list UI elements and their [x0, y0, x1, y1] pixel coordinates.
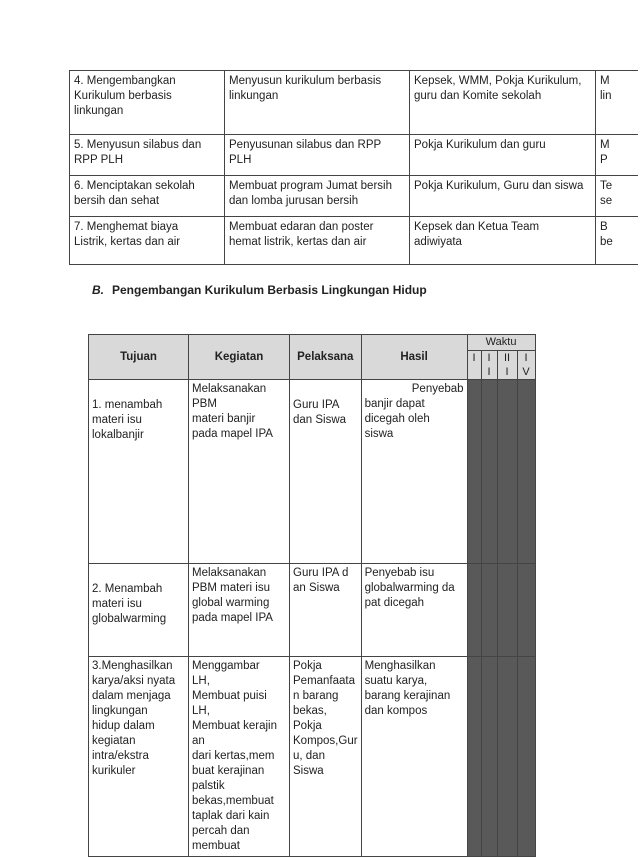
header-tujuan: Tujuan — [89, 335, 189, 380]
table-cell: Pokja Kurikulum dan guru — [410, 135, 596, 176]
cell-tujuan: 2. Menambah materi isu globalwarming — [89, 564, 189, 657]
header-kegiatan: Kegiatan — [189, 335, 290, 380]
section-letter: B. — [92, 283, 104, 297]
table-row — [70, 217, 638, 265]
cell-tujuan: 3.Menghasilkan karya/aksi nyata dalam menjaga lingkungan hidup dalam kegiatan intra/ekstra kurikuler — [89, 657, 189, 857]
header-hasil: Hasil — [361, 335, 467, 380]
header-pelaksana: Pelaksana — [290, 335, 362, 380]
table-cell: M P — [596, 135, 638, 176]
waktu-cell — [517, 564, 535, 657]
table-cell: Kepsek dan Ketua Team adiwiyata — [410, 217, 596, 265]
table-row — [70, 176, 638, 217]
waktu-cell — [497, 380, 517, 564]
header-waktu: Waktu — [467, 335, 535, 351]
waktu-col-4: I V — [517, 351, 535, 380]
hasil-rest: banjir dapat dicegah oleh siswa — [365, 397, 464, 442]
table-cell: Te se — [596, 176, 638, 217]
waktu-cell — [467, 564, 481, 657]
table-cell: 4. Mengembangkan Kurikulum berbasis linkungan — [70, 71, 225, 135]
waktu-cell — [497, 564, 517, 657]
table-cell: Membuat edaran dan poster hemat listrik, kertas dan air — [225, 217, 410, 265]
table-cell: 5. Menyusun silabus dan RPP PLH — [70, 135, 225, 176]
waktu-cell — [517, 657, 535, 857]
hasil-first-line: Penyebab — [365, 382, 464, 397]
cell-hasil: Menghasilkan suatu karya, barang kerajinan dan kompos — [361, 657, 467, 857]
table-cell: Pokja Kurikulum, Guru dan siswa — [410, 176, 596, 217]
bottom-table-container — [88, 334, 536, 857]
waktu-col-3: II I — [497, 351, 517, 380]
table-row — [89, 564, 536, 657]
table-cell: Membuat program Jumat bersih dan lomba jurusan bersih — [225, 176, 410, 217]
waktu-cell — [467, 657, 481, 857]
cell-tujuan: 1. menambah materi isu lokalbanjir — [89, 380, 189, 564]
cell-pelaksana: Guru IPA d an Siswa — [290, 564, 362, 657]
cell-pelaksana: Pokja Pemanfaata n barang bekas, Pokja Kompos,Gur u, dan Siswa — [290, 657, 362, 857]
table-cell: B be — [596, 217, 638, 265]
waktu-cell — [497, 657, 517, 857]
table-row — [70, 135, 638, 176]
table-row — [89, 380, 536, 564]
header-row — [89, 335, 536, 351]
waktu-col-2: I I — [481, 351, 497, 380]
section-heading — [92, 283, 427, 297]
curriculum-table — [88, 334, 536, 857]
table-row — [89, 657, 536, 857]
waktu-cell — [467, 380, 481, 564]
top-table-container — [69, 70, 638, 270]
waktu-cell — [517, 380, 535, 564]
table-cell: Penyusunan silabus dan RPP PLH — [225, 135, 410, 176]
waktu-cell — [481, 564, 497, 657]
cell-kegiatan: Melaksanakan PBM materi banjir pada mapel IPA — [189, 380, 290, 564]
table-cell: 6. Menciptakan sekolah bersih dan sehat — [70, 176, 225, 217]
cell-hasil: Penyebab isu globalwarming da pat dicegah — [361, 564, 467, 657]
table-cell: Kepsek, WMM, Pokja Kurikulum, guru dan Komite sekolah — [410, 71, 596, 135]
table-cell: M lin — [596, 71, 638, 135]
section-title: Pengembangan Kurikulum Berbasis Lingkungan Hidup — [112, 283, 427, 297]
table-row — [70, 71, 638, 135]
cell-kegiatan: Menggambar LH, Membuat puisi LH, Membuat kerajin an dari kertas,mem buat kerajinan palstik bekas,membuat taplak dari kain percah dan membuat — [189, 657, 290, 857]
table-cell: 7. Menghemat biaya Listrik, kertas dan air — [70, 217, 225, 265]
waktu-col-1: I — [467, 351, 481, 380]
cell-hasil — [361, 380, 467, 564]
cell-kegiatan: Melaksanakan PBM materi isu global warming pada mapel IPA — [189, 564, 290, 657]
waktu-cell — [481, 380, 497, 564]
waktu-cell — [481, 657, 497, 857]
cell-pelaksana: Guru IPA dan Siswa — [290, 380, 362, 564]
program-table — [69, 70, 638, 265]
table-cell: Menyusun kurikulum berbasis linkungan — [225, 71, 410, 135]
